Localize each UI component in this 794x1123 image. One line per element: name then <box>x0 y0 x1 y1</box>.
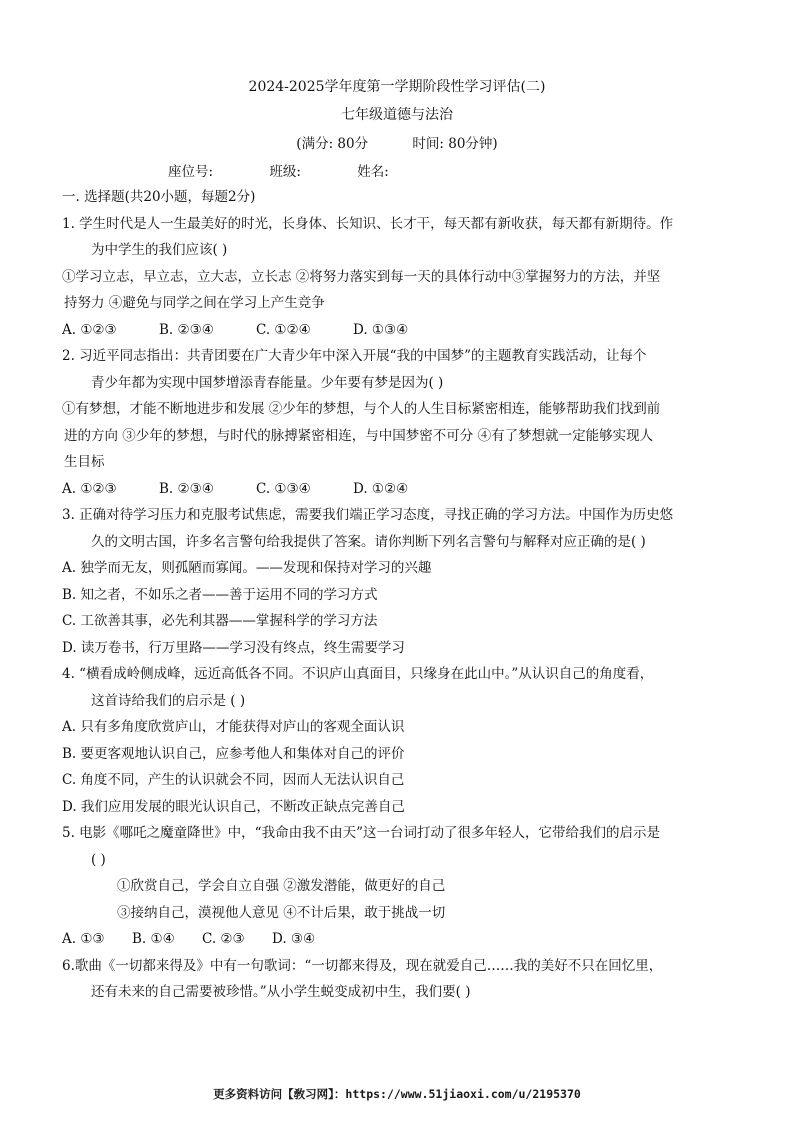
q4-option-d[interactable]: D. 我们应用发展的眼光认识自己，不断改正缺点完善自己 <box>62 798 405 815</box>
q1-options <box>62 317 727 344</box>
section-heading: 一. 选择题(共20小题，每题2分) <box>62 189 256 205</box>
q1-option-d[interactable]: D. ①③④ <box>353 321 409 338</box>
name-label: 姓名: <box>357 164 389 180</box>
q2-stem-line1: 2. 习近平同志指出：共青团要在广大青少年中深入开展“我的中国梦”的主题教育实践活动，让每个 <box>62 348 647 364</box>
exam-time: 时间: 80分钟) <box>412 136 498 152</box>
q5-stem-line1: 5. 电影《哪吒之魔童降世》中，“我命由我不由天”这一台词打动了很多年轻人，它带给我们的启示是 <box>62 825 660 841</box>
q5-stem-line2: ( ) <box>91 851 106 868</box>
q2-stem-line2: 青少年都为实现中国梦增添青春能量。少年要有梦是因为( ) <box>91 374 444 391</box>
q6-stem-line2: 还有未来的自己需要被珍惜。”从小学生蜕变成初中生，我们要( ) <box>91 984 471 1000</box>
questions <box>62 184 727 1006</box>
footer-link[interactable]: 更多资料访问【敎习网】：https://www.51jiaoxi.com/u/2195370 <box>213 1087 581 1101</box>
exam-subtitle: 七年级道德与法治 <box>341 107 453 123</box>
q4-stem-line2: 这首诗给我们的启示是 ( ) <box>91 692 246 709</box>
q1-option-b[interactable]: B. ②③④ <box>159 321 214 338</box>
exam-title: 2024-2025学年度第一学期阶段性学习评估(二) <box>248 79 546 95</box>
q4-stem-line1: 4. “横看成岭侧成峰，远近高低各不同。不识庐山真面目，只缘身在此山中。”从认识自己的角度看， <box>62 666 654 682</box>
q2-options <box>62 476 727 503</box>
q2-statements-line1: ①有梦想，才能不断地进步和发展 ②少年的梦想，与个人的人生目标紧密相连，能够帮助我们找到前 <box>62 401 661 417</box>
q6-stem-line1: 6.歌曲《一切都来得及》中有一句歌词：“一切都来得及，现在就爱自己……我的美好不只在回忆里， <box>62 957 663 974</box>
student-info <box>168 160 441 180</box>
q2-option-b[interactable]: B. ②③④ <box>159 480 214 497</box>
q3-stem-line2: 久的文明古国，许多名言警句给我提供了答案。请你判断下列名言警句与解释对应正确的是( ) <box>91 533 646 550</box>
q2-option-d[interactable]: D. ①②④ <box>353 480 409 497</box>
q3-option-a[interactable]: A. 独学而无友，则孤陋而寡闻。——发现和保持对学习的兴趣 <box>62 560 432 576</box>
q5-statements-line1: ①欣赏自己，学会自立自强 ②激发潜能，做更好的自己 <box>117 878 446 894</box>
q4-option-a[interactable]: A. 只有多角度欣赏庐山，才能获得对庐山的客观全面认识 <box>62 719 405 735</box>
q1-statements-line1: ①学习立志，早立志，立大志，立长志 ②将努力落实到每一天的具体行动中③掌握努力的方法，并坚 <box>62 268 661 285</box>
q2-option-c[interactable]: C. ①③④ <box>256 480 311 497</box>
q1-stem-line2: 为中学生的我们应该( ) <box>91 242 228 258</box>
exam-meta <box>0 132 794 152</box>
q5-option-c[interactable]: C. ②③ <box>202 931 245 947</box>
seat-label: 座位号: <box>168 164 214 180</box>
q2-option-a[interactable]: A. ①②③ <box>62 480 117 497</box>
q5-options <box>62 926 727 953</box>
q3-option-b[interactable]: B. 知之者，不如乐之者——善于运用不同的学习方式 <box>62 586 378 603</box>
q1-stem-line1: 1. 学生时代是人一生最美好的时光，长身体、长知识、长才干，每天都有新收获，每天都有新期待。作 <box>62 215 674 232</box>
q3-stem-line1: 3. 正确对待学习压力和克服考试焦虑，需要我们端正学习态度，寻找正确的学习方法。中国作为历史悠 <box>62 507 674 523</box>
q3-option-c[interactable]: C. 工欲善其事，必先利其器——掌握科学的学习方法 <box>62 613 378 629</box>
q4-option-c[interactable]: C. 角度不同，产生的认识就会不同，因而人无法认识自己 <box>62 772 405 788</box>
q2-statements-line3: 生目标 <box>64 454 105 470</box>
q5-option-a[interactable]: A. ①③ <box>62 931 105 947</box>
class-label: 班级: <box>269 164 301 180</box>
q5-option-b[interactable]: B. ①④ <box>132 931 175 947</box>
q5-option-d[interactable]: D. ③④ <box>272 931 316 947</box>
q3-option-d[interactable]: D. 读万卷书，行万里路——学习没有终点，终生需要学习 <box>62 639 405 656</box>
q1-statements-line2: 持努力 ④避免与同学之间在学习上产生竞争 <box>64 295 325 311</box>
full-score: (满分: 80分 <box>296 136 369 152</box>
q2-statements-line2: 进的方向 ③少年的梦想，与时代的脉搏紧密相连，与中国梦密不可分 ④有了梦想就一定能够实现人 <box>64 427 654 444</box>
q1-option-a[interactable]: A. ①②③ <box>62 321 117 338</box>
q4-option-b[interactable]: B. 要更客观地认识自己，应参考他人和集体对自己的评价 <box>62 745 405 762</box>
q1-option-c[interactable]: C. ①②④ <box>256 321 311 338</box>
q5-statements-line2: ③接纳自己，漠视他人意见 ④不计后果，敢于挑战一切 <box>117 904 446 921</box>
